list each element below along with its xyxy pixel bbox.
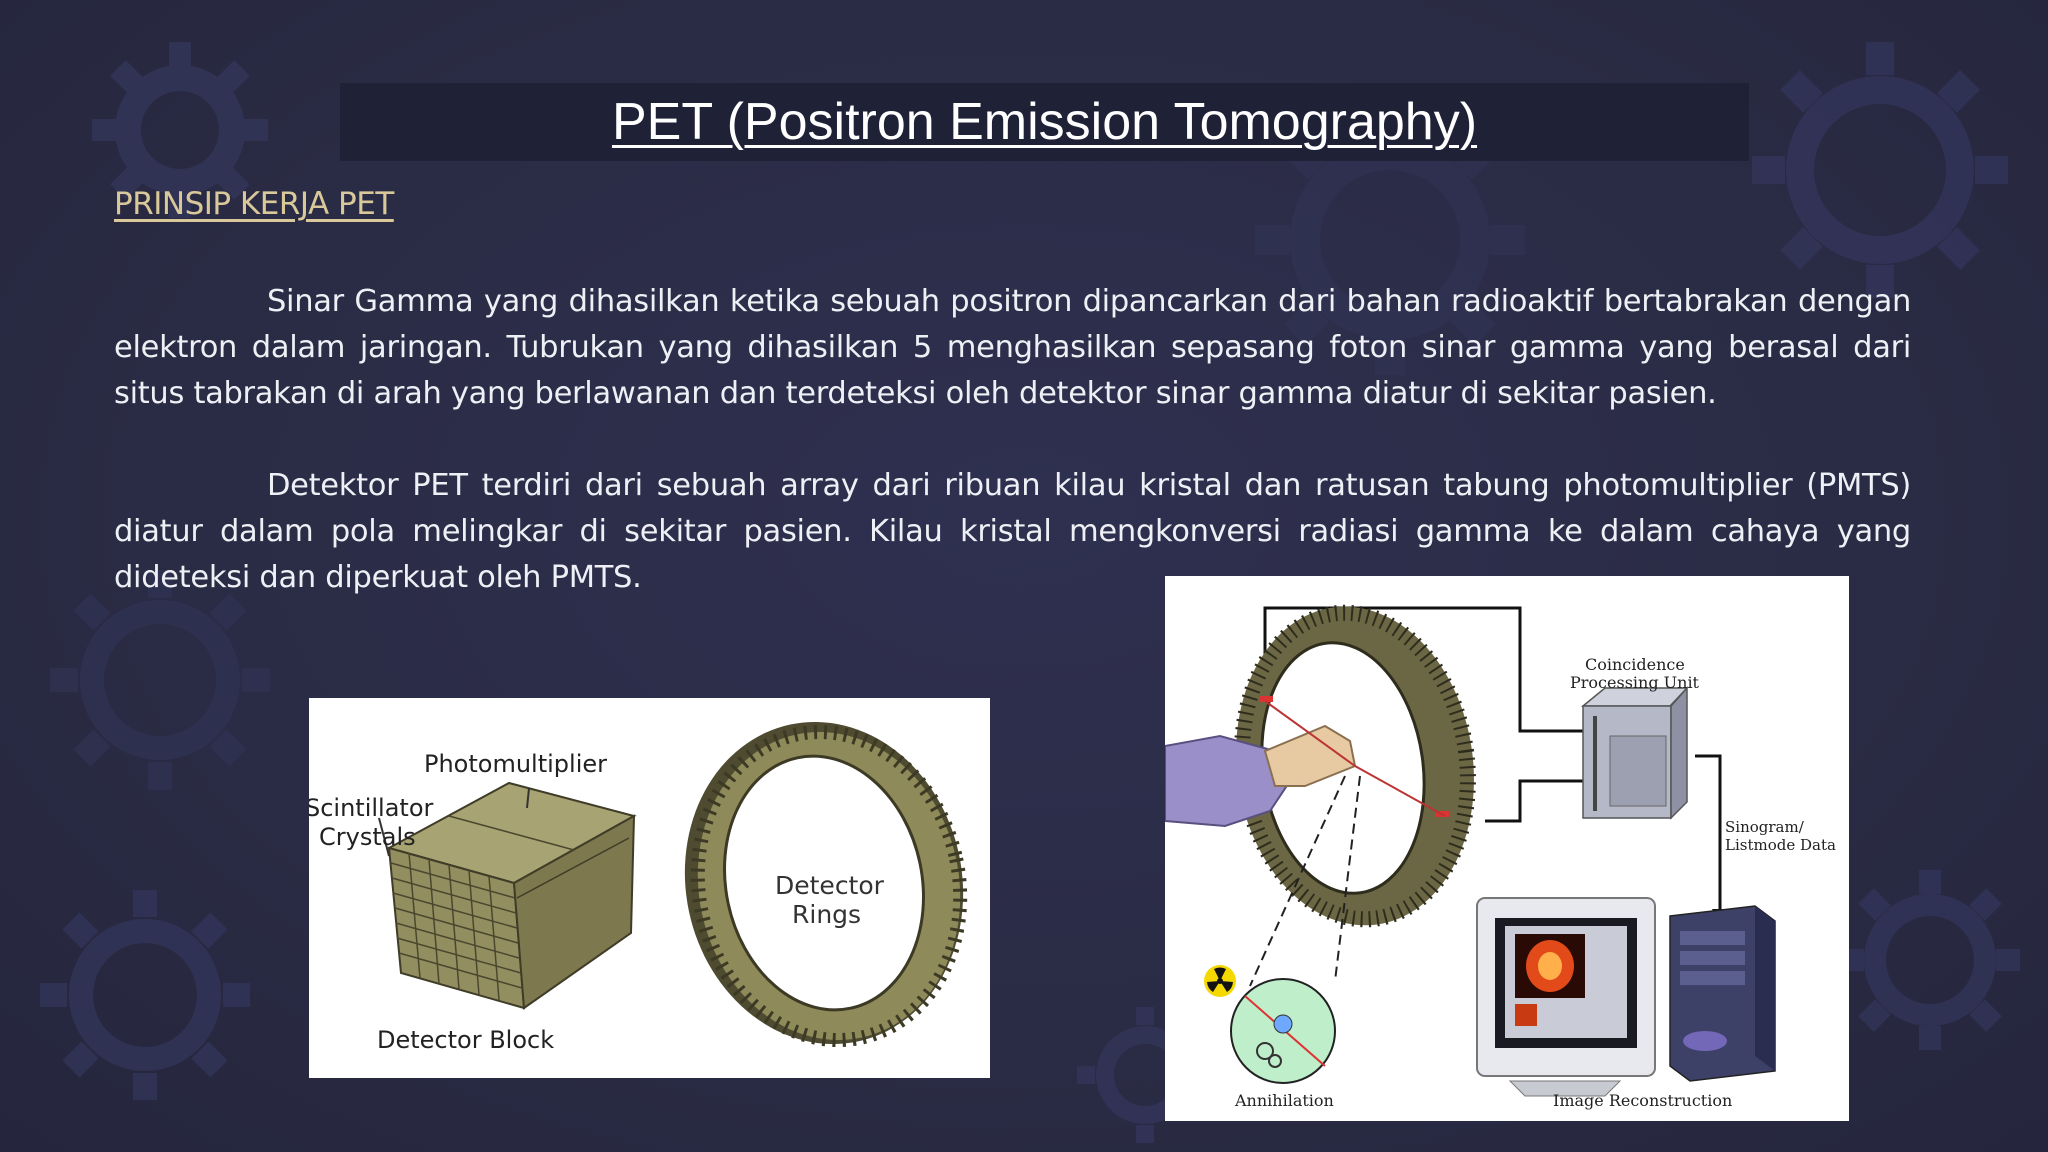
- paragraph-1-text: Sinar Gamma yang dihasilkan ketika sebuah positron dipancarkan dari bahan radioaktif bertabrakan dengan elektron dalam jaringan. Tubrukan yang dihasilkan 5 menghasilkan sepasang foton sinar gamma yang berasal dari situs tabrakan di arah yang berlawanan dan terdeteksi oleh detektor sinar gamma diatur di sekitar pasien.: [114, 284, 1911, 411]
- detector-figure: [309, 698, 990, 1078]
- sinogram-label-2: Listmode Data: [1725, 836, 1836, 854]
- monitor-icon: [1477, 898, 1655, 1096]
- background-gear-icon: [1740, 30, 2020, 310]
- detector-rings-label-2: Rings: [792, 900, 862, 929]
- pet-scanner-illustration: [1165, 576, 1849, 1121]
- annihilation-label: Annihilation: [1235, 1091, 1334, 1110]
- paragraph-2-text: Detektor PET terdiri dari sebuah array dari ribuan kilau kristal dan ratusan tabung photomultiplier (PMTS) diatur dalam pola melingkar di sekitar pasien. Kilau kristal mengkonversi radiasi gamma ke dalam cahaya yang dideteksi dan diperkuat oleh PMTS.: [114, 468, 1911, 595]
- cpu-label-1: Coincidence: [1585, 655, 1685, 674]
- processing-unit-icon: [1583, 688, 1687, 818]
- image-reconstruction-label: Image Reconstruction: [1553, 1091, 1733, 1110]
- scintillator-label: Scintillator: [309, 794, 434, 822]
- cpu-label-2: Processing Unit: [1570, 673, 1699, 692]
- background-gear-icon: [1830, 860, 2030, 1060]
- background-gear-icon: [30, 880, 260, 1110]
- sinogram-label-1: Sinogram/: [1725, 818, 1804, 836]
- crystals-label: Crystals: [319, 823, 416, 851]
- workstation-icon: [1670, 906, 1775, 1081]
- radiation-icon: [1204, 965, 1236, 997]
- paragraph-1: [114, 279, 1911, 417]
- detector-block-label: Detector Block: [377, 1026, 555, 1054]
- section-heading: PRINSIP KERJA PET: [114, 186, 394, 222]
- detector-illustration: [309, 698, 990, 1078]
- photomultiplier-label: Photomultiplier: [424, 750, 607, 778]
- slide-title: PET (Positron Emission Tomography): [611, 93, 1478, 151]
- title-bar: [340, 83, 1749, 161]
- detector-rings-label-1: Detector: [775, 871, 884, 900]
- pet-scanner-figure: [1165, 576, 1849, 1121]
